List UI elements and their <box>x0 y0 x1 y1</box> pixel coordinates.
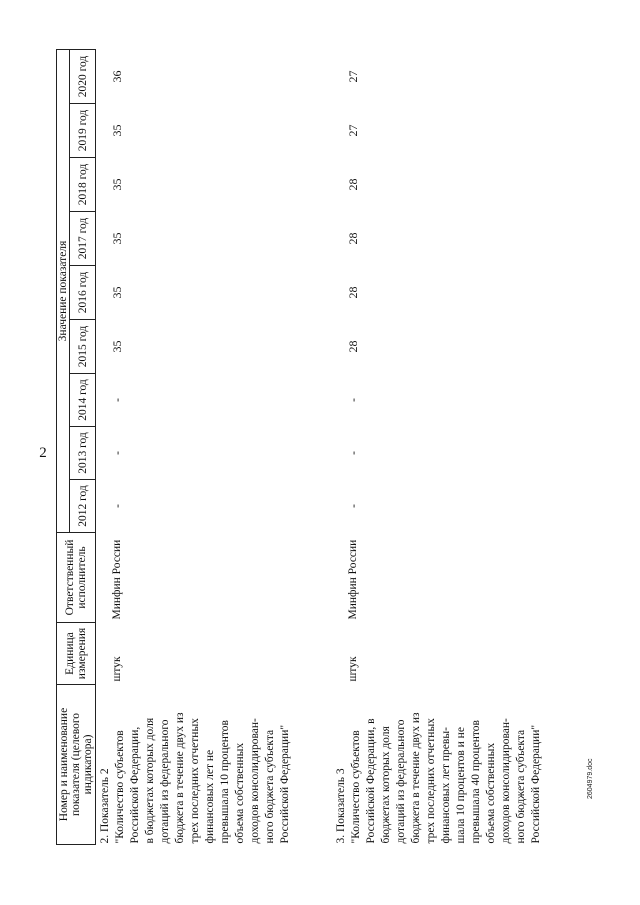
name-line: объема собственных <box>485 742 497 844</box>
indicator-3-name <box>332 685 576 845</box>
indicator-3-value-2018: 28 <box>346 178 360 191</box>
indicator-2-responsible: Минфин России <box>111 539 123 620</box>
header-year-2012: 2012 год <box>70 480 96 533</box>
table-row-indicator-2 <box>96 50 333 845</box>
indicator-3-value-2013: - <box>346 451 360 455</box>
rotated-page <box>56 50 631 845</box>
header-year-2017: 2017 год <box>70 212 96 266</box>
name-line: дотаций из федерального <box>395 719 407 844</box>
header-year-2020: 2020 год <box>70 50 96 104</box>
indicator-2-name <box>96 685 333 845</box>
name-line: Российской Федерации, <box>129 726 141 844</box>
indicator-3-value-2016: 28 <box>346 286 360 299</box>
name-line: 3. Показатель 3 <box>335 768 347 844</box>
header-year-2014: 2014 год <box>70 374 96 427</box>
table-row-indicator-3 <box>332 50 576 845</box>
page-number: 2 <box>39 445 47 461</box>
header-values-group: Значение показателя <box>57 50 70 533</box>
name-line: финансовых лет не <box>204 749 216 844</box>
indicator-3-value-2015: 28 <box>346 340 360 353</box>
name-line: финансовых лет превы- <box>440 727 452 844</box>
name-line: 2. Показатель 2 <box>99 768 111 844</box>
name-line: Российской Федерации, в <box>365 718 377 844</box>
name-line: Российской Федерации" <box>530 724 542 844</box>
name-line: ного бюджета субъекта <box>264 729 276 844</box>
name-line: трех последних отчетных <box>189 718 201 844</box>
header-year-2015: 2015 год <box>70 320 96 374</box>
name-line: бюджетах которых доля <box>380 726 392 844</box>
header-year-2018: 2018 год <box>70 158 96 212</box>
name-line: Российской Федерации" <box>279 724 291 844</box>
name-line: дотаций из федерального <box>159 719 171 844</box>
name-line: трех последних отчетных <box>425 718 437 844</box>
name-line: бюджета в течение двух из <box>174 712 186 844</box>
name-line: шала 10 процентов и не <box>455 727 467 844</box>
indicator-2-value-2012: - <box>110 504 124 508</box>
indicator-3-value-2019: 27 <box>346 124 360 137</box>
name-line: объема собственных <box>234 742 246 844</box>
indicator-3-unit: штук <box>347 656 359 682</box>
name-line: превышала 10 процентов <box>219 720 231 844</box>
header-unit: Единица измерения <box>57 623 96 685</box>
indicator-2-value-2019: 35 <box>110 124 124 137</box>
name-line: "Количество субъектов <box>350 730 362 844</box>
name-line: ного бюджета субъекта <box>515 729 527 844</box>
indicator-2-value-2017: 35 <box>110 232 124 245</box>
indicator-3-value-2014: - <box>346 398 360 402</box>
indicator-2-value-2014: - <box>110 398 124 402</box>
header-responsible: Ответственный исполнитель <box>57 533 96 623</box>
header-year-2013: 2013 год <box>70 427 96 480</box>
indicator-2-value-2013: - <box>110 451 124 455</box>
indicator-2-value-2015: 35 <box>110 340 124 353</box>
indicator-3-value-2012: - <box>346 504 360 508</box>
name-line: доходов консолидирован- <box>249 718 261 844</box>
indicator-3-value-2020: 27 <box>346 70 360 83</box>
indicator-3-responsible: Минфин России <box>347 539 359 620</box>
footer-doc-code: 2604979.doc <box>587 758 594 799</box>
header-indicator-name: Номер и наименование показателя (целевого индикатора) <box>57 685 96 845</box>
indicator-2-value-2016: 35 <box>110 286 124 299</box>
indicator-2-unit: штук <box>111 656 123 682</box>
name-line: "Количество субъектов <box>114 730 126 844</box>
indicator-3-value-2017: 28 <box>346 232 360 245</box>
name-line: в бюджетах которых доля <box>144 717 156 844</box>
name-line: доходов консолидирован- <box>500 718 512 844</box>
name-line: бюджета в течение двух из <box>410 712 422 844</box>
indicator-table <box>56 49 576 845</box>
name-line: превышала 40 процентов <box>470 720 482 844</box>
indicator-2-value-2018: 35 <box>110 178 124 191</box>
header-year-2019: 2019 год <box>70 104 96 158</box>
indicator-2-value-2020: 36 <box>110 70 124 83</box>
header-year-2016: 2016 год <box>70 266 96 320</box>
